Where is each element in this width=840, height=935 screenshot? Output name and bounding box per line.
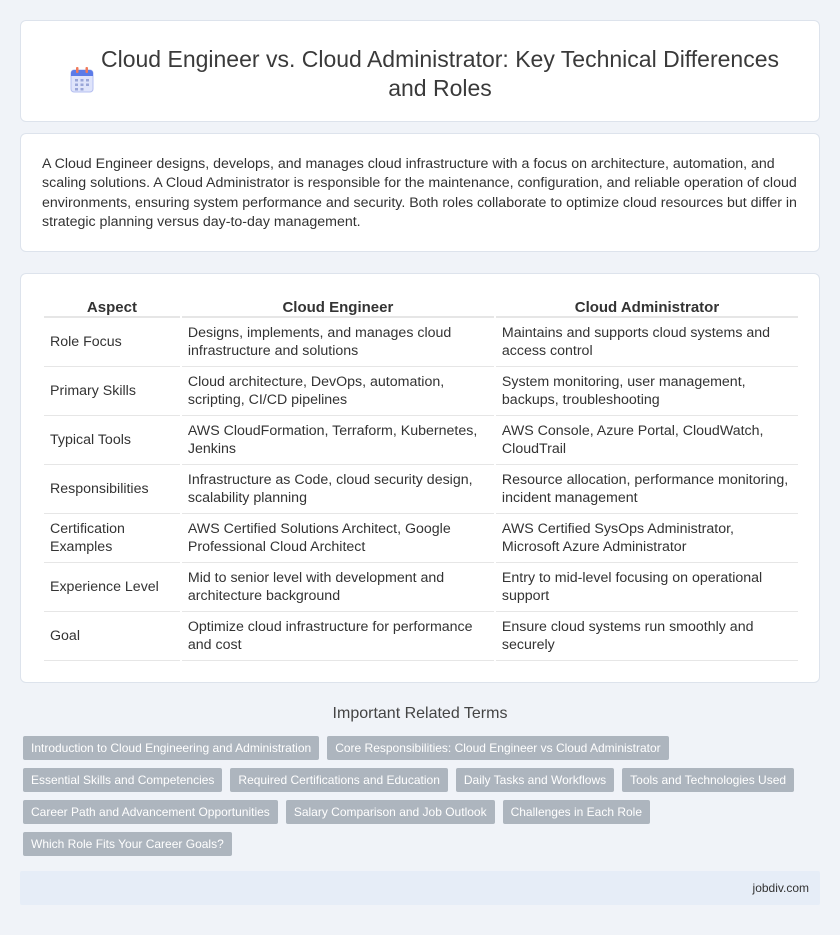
table-row xyxy=(44,367,798,416)
row-engineer: AWS Certified Solutions Architect, Google Professional Cloud Architect xyxy=(182,514,494,563)
row-engineer: Cloud architecture, DevOps, automation, scripting, CI/CD pipelines xyxy=(182,367,494,416)
table-row xyxy=(44,563,798,612)
row-engineer: Infrastructure as Code, cloud security design, scalability planning xyxy=(182,465,494,514)
table-row xyxy=(44,416,798,465)
row-engineer: Mid to senior level with development and architecture background xyxy=(182,563,494,612)
row-aspect: Goal xyxy=(44,612,180,661)
comparison-card xyxy=(20,273,820,683)
intro-paragraph: A Cloud Engineer designs, develops, and manages cloud infrastructure with a focus on architecture, automation, and scaling solutions. A Cloud Administrator is responsible for the maintenance, configuration, and reliable operation of cloud environments, ensuring system performance and security. Both roles collaborate to optimize cloud resources but differ in strategic planning versus day-to-day management. xyxy=(42,156,797,230)
row-aspect: Certification Examples xyxy=(44,514,180,563)
row-aspect: Role Focus xyxy=(44,318,180,367)
page-title: Cloud Engineer vs. Cloud Administrator: Key Technical Differences and Roles xyxy=(101,46,779,101)
related-term-tag[interactable]: Essential Skills and Competencies xyxy=(23,768,222,792)
row-administrator: Resource allocation, performance monitoring, incident management xyxy=(496,465,798,514)
related-term-tag[interactable]: Career Path and Advancement Opportunities xyxy=(23,800,278,824)
related-term-tag[interactable]: Challenges in Each Role xyxy=(503,800,650,824)
table-row xyxy=(44,318,798,367)
header-card xyxy=(20,20,820,122)
related-terms-title: Important Related Terms xyxy=(332,705,508,722)
related-term-tag[interactable]: Daily Tasks and Workflows xyxy=(456,768,614,792)
row-administrator: Maintains and supports cloud systems and access control xyxy=(496,318,798,367)
row-administrator: AWS Console, Azure Portal, CloudWatch, CloudTrail xyxy=(496,416,798,465)
table-row xyxy=(44,514,798,563)
footer xyxy=(20,871,820,905)
related-terms-list xyxy=(23,736,813,864)
related-term-tag[interactable]: Core Responsibilities: Cloud Engineer vs Cloud Administrator xyxy=(327,736,669,760)
row-engineer: Designs, implements, and manages cloud infrastructure and solutions xyxy=(182,318,494,367)
related-term-tag[interactable]: Salary Comparison and Job Outlook xyxy=(286,800,495,824)
related-term-tag[interactable]: Introduction to Cloud Engineering and Administration xyxy=(23,736,319,760)
row-aspect: Experience Level xyxy=(44,563,180,612)
comparison-table xyxy=(42,296,800,661)
row-engineer: AWS CloudFormation, Terraform, Kubernetes, Jenkins xyxy=(182,416,494,465)
header-cloud-engineer: Cloud Engineer xyxy=(182,296,494,318)
row-administrator: Entry to mid-level focusing on operational support xyxy=(496,563,798,612)
table-row xyxy=(44,612,798,661)
header-aspect: Aspect xyxy=(44,296,180,318)
row-administrator: System monitoring, user management, backups, troubleshooting xyxy=(496,367,798,416)
row-aspect: Primary Skills xyxy=(44,367,180,416)
table-header-row xyxy=(44,296,798,318)
row-engineer: Optimize cloud infrastructure for performance and cost xyxy=(182,612,494,661)
footer-site-link[interactable]: jobdiv.com xyxy=(752,881,809,895)
related-term-tag[interactable]: Tools and Technologies Used xyxy=(622,768,794,792)
row-aspect: Typical Tools xyxy=(44,416,180,465)
intro-card xyxy=(20,133,820,252)
header-cloud-administrator: Cloud Administrator xyxy=(496,296,798,318)
row-administrator: AWS Certified SysOps Administrator, Microsoft Azure Administrator xyxy=(496,514,798,563)
table-row xyxy=(44,465,798,514)
row-aspect: Responsibilities xyxy=(44,465,180,514)
related-term-tag[interactable]: Which Role Fits Your Career Goals? xyxy=(23,832,232,856)
row-administrator: Ensure cloud systems run smoothly and securely xyxy=(496,612,798,661)
related-term-tag[interactable]: Required Certifications and Education xyxy=(230,768,447,792)
